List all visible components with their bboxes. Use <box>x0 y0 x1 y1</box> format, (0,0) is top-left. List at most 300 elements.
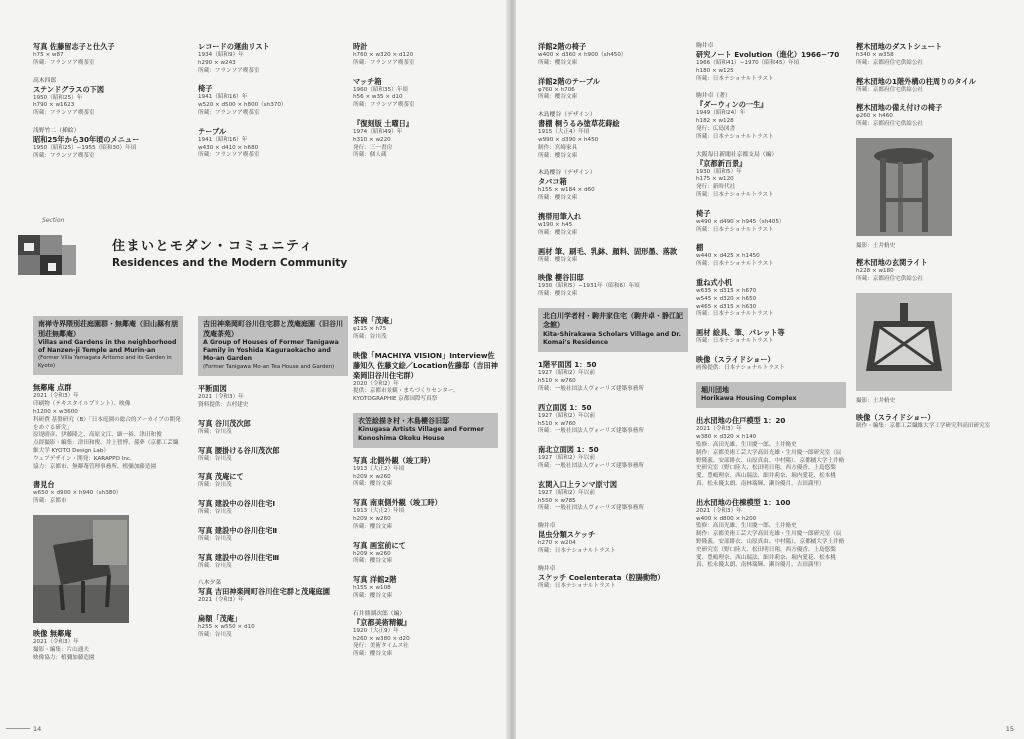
entry-title: マッチ箱 <box>353 76 382 86</box>
entry-title: レコードの運曲リスト <box>198 42 270 51</box>
entry-details <box>538 370 688 393</box>
entry-details <box>696 253 846 269</box>
entry-details <box>33 393 183 471</box>
entry-detail-line: 所蔵：一般社団法人ヴォーリズ建築事務所 <box>538 462 644 469</box>
entry-author: 八木夕菜 <box>198 580 222 587</box>
catalog-entry <box>353 541 498 567</box>
entry-details <box>696 365 846 373</box>
catalog-entry <box>538 77 688 103</box>
entry-title: 映像 櫻谷旧邸 <box>538 273 584 283</box>
entry-details <box>353 466 498 489</box>
catalog-entry <box>538 565 688 591</box>
entry-detail-line: h790 × w1623 <box>33 102 75 109</box>
entry-title: 研究ノート Evolution（進化）1966−'70 <box>696 50 840 59</box>
page-number-right: 15 <box>1005 725 1014 733</box>
catalog-entry <box>856 258 1006 284</box>
entry-title: 書見台 <box>33 480 55 490</box>
catalog-entry <box>33 127 173 161</box>
entry-detail-line: 所蔵：日本ナショナルトラスト <box>696 311 774 318</box>
entry-title: 玄関入口上ランマ原寸図 <box>538 479 618 489</box>
catalog-entry <box>353 42 493 68</box>
entry-detail-line: 2021（令和3）年 <box>33 393 79 400</box>
entry-detail-line: 所蔵：谷川茂 <box>198 455 232 462</box>
catalog-entry <box>696 42 846 83</box>
entry-detail-line: 所蔵：京都府住宅供給公社 <box>856 275 924 282</box>
entry-title: 椅子 <box>198 84 213 94</box>
box-title-en: A Group of Houses of Former Tanigawa Family in Yoshida Kaguraokacho and Mo-an Garden <box>203 339 339 363</box>
entry-detail-line: 1927（昭和2）年以前 <box>538 412 595 419</box>
entry-author: 木島櫻谷（デザイン） <box>538 170 596 177</box>
entry-title: 写真 画室前にて <box>353 540 406 550</box>
entry-title: 写真 吉田神楽岡町谷川住宅群と茂庵庭園 <box>198 587 330 597</box>
entry-detail-line: 所蔵：櫻谷文庫 <box>353 523 393 530</box>
entry-details <box>33 145 173 161</box>
catalog-entry <box>33 42 173 68</box>
entry-detail-line: 1927（昭和2）年以前 <box>538 489 595 496</box>
entry-title: 1階平面図 1：50 <box>538 360 597 370</box>
photo-built-in-chair <box>856 138 952 236</box>
entry-detail-line: 所蔵：谷川茂 <box>198 632 232 639</box>
subsection-box-nanzenji <box>33 316 183 375</box>
entry-details <box>538 455 688 471</box>
entry-title: 樫木団地のダストシュート <box>856 42 943 51</box>
entry-detail-line: φ260 × h460 <box>856 113 893 120</box>
entry-detail-line: 1974（昭和49）年 <box>353 128 403 135</box>
entry-title: 時計 <box>353 42 368 51</box>
entry-detail-line: h175 × w120 <box>696 176 734 183</box>
catalog-entry <box>538 42 688 68</box>
entry-detail-line: φ115 × h75 <box>353 326 387 332</box>
left-col3-top <box>353 42 493 169</box>
entry-detail-line: 発行：三一書房 <box>353 144 393 151</box>
box-title-en: Horikawa Housing Complex <box>701 395 797 403</box>
catalog-entry <box>353 610 498 659</box>
entry-detail-line: 1934（昭和9）年 <box>198 52 244 58</box>
section-title-ja: 住まいとモダン・コミュニティ <box>112 239 314 254</box>
entry-author: 高木四郎 <box>33 77 57 84</box>
entry-detail-line: 科研費 基盤研究（B）「日本庭園の総合的アーカイブの開発をめぐる研究」 <box>33 416 181 431</box>
entry-details <box>538 87 688 103</box>
entry-title: 画材 筆、刷毛、乳鉢、顔料、固形墨、落款 <box>538 246 678 256</box>
subsection-box-tanigawa <box>198 316 348 376</box>
entry-detail-line: w190 × h45 <box>538 221 573 228</box>
entry-detail-line: 発行：美術タイムス社 <box>353 643 409 650</box>
entry-detail-line: 所蔵：フランソア喫茶室 <box>353 102 415 109</box>
entry-author: 駒井卓（著） <box>696 93 731 100</box>
entry-title: 無鄰庵 点群 <box>33 383 72 393</box>
catalog-entry <box>198 499 348 517</box>
entry-detail-line: 所蔵：櫻谷文庫 <box>538 94 578 101</box>
entry-detail-line: 所蔵：櫻谷文庫 <box>538 256 578 263</box>
catalog-entry <box>198 553 348 571</box>
entry-detail-line: h550 × w785 <box>538 497 576 504</box>
entry-details <box>198 429 348 437</box>
box-subtitle-en: (Former Villa Yamagata Aritomo and its Garden in Kyoto) <box>38 355 172 369</box>
entry-detail-line: 制作・編集：京都工芸繊維大学工学研究科高田研究室 <box>856 422 991 429</box>
entry-details <box>33 52 173 68</box>
entry-detail-line: h290 × w243 <box>198 59 236 66</box>
entry-detail-line: w440 × d425 × h1450 <box>696 253 760 260</box>
photo-entrance-light <box>856 293 952 391</box>
catalog-entry <box>198 526 348 544</box>
box-title-en: Kinugasa Artists Village and Former Konoshima Okoku House <box>358 426 484 442</box>
entry-detail-line: 2021（令和3）年 <box>198 597 244 604</box>
entry-detail-line: w990 × d390 × h450 <box>538 136 599 143</box>
entry-detail-line: 2021（令和3）年 <box>696 426 742 433</box>
entry-details <box>856 268 1006 284</box>
catalog-entry <box>538 480 688 513</box>
entry-detail-line: 印刷物（テキスタイルプリント）、映像 <box>33 401 131 408</box>
left-col3-bottom <box>353 316 498 668</box>
entry-detail-line: h260 × w380 × d20 <box>353 635 410 642</box>
catalog-entry <box>696 151 846 200</box>
catalog-entry <box>353 456 498 489</box>
catalog-entry <box>856 77 1006 95</box>
entry-detail-line: 所蔵：櫻谷文庫 <box>353 481 393 488</box>
entry-title: 映像（スライドショー） <box>856 412 935 422</box>
entry-detail-line: 所蔵：フランソア喫茶室 <box>198 152 260 159</box>
entry-detail-line: 所蔵：櫻谷文庫 <box>538 195 578 202</box>
entry-detail-line: h1200 × w3600 <box>33 409 78 415</box>
entry-detail-line: 1913（大正2）年頃 <box>353 465 405 472</box>
right-page <box>516 0 1024 739</box>
entry-title: 映像 無鄰庵 <box>33 628 72 638</box>
entry-detail-line: h209 × w260 <box>353 473 391 480</box>
subsection-box-kinugasa <box>353 413 498 448</box>
entry-detail-line: 撮影・編集：片山通夫 <box>33 646 89 653</box>
entry-detail-line: 所蔵：日本ナショナルトラスト <box>696 191 774 198</box>
left-col2-top <box>198 42 338 169</box>
catalog-entry <box>198 42 338 75</box>
entry-detail-line: w380 × d320 × h140 <box>696 434 757 441</box>
entry-detail-line: 所蔵：日本ナショナルトラスト <box>696 75 774 82</box>
entry-title: 写真 南東側外観（竣工時） <box>353 498 442 508</box>
entry-details <box>696 426 846 488</box>
left-col1-bottom <box>33 316 183 671</box>
entry-detail-line: h510 × w760 <box>538 378 576 385</box>
entry-details <box>353 129 493 160</box>
catalog-entry <box>33 383 183 471</box>
box-title-ja: 堀川団地 <box>701 385 729 394</box>
entry-details <box>538 413 688 436</box>
entry-detail-line: h270 × w204 <box>538 540 576 547</box>
entry-detail-line: 所蔵：フランソア喫茶室 <box>33 110 95 117</box>
right-col3 <box>856 42 1006 439</box>
entry-detail-line: 点群撮影・編集：津田和俊、井上智博、孫夢（京都工芸繊維大学 KYOTO Design Lab） <box>33 440 179 454</box>
catalog-entry <box>198 84 338 117</box>
entry-details <box>856 423 1006 431</box>
catalog-entry <box>198 419 348 437</box>
entry-title: 樫木団地の1階外構の柱周りのタイル <box>856 76 976 86</box>
entry-detail-line: w650 × d900 × h940（sh380） <box>33 490 122 497</box>
entry-author: 浅野竹二（挿絵） <box>33 127 80 134</box>
entry-detail-line: 原堤晴彦、伊藤隆之、高原文江、細一裕、津田和俊 <box>33 432 162 439</box>
entry-detail-line: 1915（大正4）年頃 <box>538 129 590 136</box>
catalog-entry <box>696 498 846 570</box>
catalog-entry <box>198 472 348 490</box>
entry-detail-line: 制作：京都美術工芸大学高田光雄・生川慶一郎研究室（辰野隆義、安部緋衣、山原真由、中村陽）、京都橘大学土井脩史研究室（野口陸大、松田明日翔、西方優香、上島悠梨愛、豊嶋理奈、西山瑞法、細井莉奈、堀内愛花、松本桃真、松永優太朗、南林瑞輝、瀬谷優月、吉田満里） <box>696 531 845 569</box>
entry-author: 駒井卓 <box>696 43 714 49</box>
entry-details <box>33 639 183 662</box>
photo-caption: 撮影：土井脩史 <box>856 397 896 404</box>
entry-title: 『復刻版 土曜日』 <box>353 118 414 128</box>
entry-detail-line: 所蔵：谷川茂 <box>353 333 387 340</box>
entry-detail-line: w465 × d315 × h630 <box>696 303 757 310</box>
entry-detail-line: 所蔵：櫻谷文庫 <box>353 558 393 565</box>
box-subtitle-en: (Former Tanigawa Mo-an Tea House and Garden) <box>203 363 335 370</box>
entry-detail-line: 所蔵：谷川茂 <box>198 562 232 569</box>
entry-details <box>198 597 348 605</box>
entry-details <box>198 456 348 464</box>
catalog-entry <box>696 355 846 373</box>
entry-detail-line: h760 × w320 × d120 <box>353 52 414 58</box>
catalog-entry <box>353 316 498 342</box>
entry-detail-line: 1930（昭和5）年 <box>696 168 742 175</box>
entry-author: 駒井卓 <box>538 565 556 572</box>
entry-detail-line: 所蔵：日本ナショナルトラスト <box>696 338 774 345</box>
entry-title: 書棚 桐うるみ塗草花蒔絵 <box>538 119 620 129</box>
entry-detail-line: 映像協力：植彌加藤造園 <box>33 654 95 661</box>
catalog-entry <box>538 360 688 393</box>
entry-detail-line: 所蔵：日本ナショナルトラスト <box>538 582 616 589</box>
entry-title: 写真 佐藤留志子と仕久子 <box>33 42 115 51</box>
entry-details <box>856 52 1006 68</box>
entry-title: ステンドグラスの下図 <box>33 84 105 94</box>
left-col2-bottom <box>198 316 348 649</box>
entry-details <box>353 381 498 404</box>
entry-detail-line: 資料提供：吉村建史 <box>198 401 249 408</box>
entry-details <box>33 95 173 118</box>
entry-detail-line: 協力：京都市、無鄰菴管理事務所、植彌加藤造園 <box>33 463 157 470</box>
entry-detail-line: 制作：京都美術工芸大学高田光雄・生川慶一郎研究室（辰野隆義、安部緋衣、山原真由、中村陽）、京都橘大学土井脩史研究室（野口陸大、松田明日翔、西方優香、上島悠梨愛、豊嶋理奈、西山瑞法、細井莉奈、堀内愛花、松本桃真、松永優太朗、南林瑞輝、瀬谷優月、吉田満里） <box>696 449 845 488</box>
left-page <box>0 0 508 739</box>
entry-detail-line: 画像提供：日本ナショナルトラスト <box>696 364 785 371</box>
section-title-en: Residences and the Modern Community <box>112 257 348 269</box>
entry-details <box>538 129 688 160</box>
catalog-entry <box>198 384 348 410</box>
entry-title: 写真 腰掛ける谷川茂次郎 <box>198 445 280 455</box>
entry-detail-line: φ760 × h706 <box>538 86 575 93</box>
entry-title: 映像（スライドショー） <box>696 354 775 364</box>
entry-detail-line: 所蔵：谷川茂 <box>198 428 232 435</box>
catalog-entry <box>696 243 846 269</box>
entry-title: 樫木団地の備え付けの椅子 <box>856 103 943 113</box>
entry-detail-line: 所蔵：京都府住宅供給公社 <box>856 86 924 93</box>
box-title-en: Villas and Gardens in the neighborhood of Nanzen-ji Temple and Murin-an <box>38 339 177 355</box>
catalog-entry <box>696 416 846 488</box>
entry-title: 平断面図 <box>198 384 227 394</box>
subsection-box-horikawa <box>696 382 846 409</box>
catalog-entry <box>538 212 688 238</box>
photo-bookstand <box>33 515 129 623</box>
entry-detail-line: w430 × d410 × h680 <box>198 144 259 151</box>
entry-detail-line: h510 × w760 <box>538 420 576 427</box>
entry-details <box>353 326 498 342</box>
entry-title: 写真 建設中の谷川住宅Ⅲ <box>198 552 280 562</box>
photo-caption: 撮影：土井脩史 <box>856 242 896 249</box>
entry-title: 出水団地の住棟模型 1：100 <box>696 497 791 507</box>
catalog-entry <box>538 169 688 203</box>
entry-details <box>856 87 1006 95</box>
entry-details <box>198 52 338 75</box>
subsection-box-kitashirakawa <box>538 308 688 352</box>
entry-detail-line: h255 × w550 × d10 <box>198 624 255 631</box>
entry-detail-line: 所蔵：日本ナショナルトラスト <box>538 547 616 554</box>
entry-detail-line: 所蔵：一般社団法人ヴォーリズ建築事務所 <box>538 428 644 435</box>
entry-detail-line: 所蔵：谷川茂 <box>198 482 232 489</box>
entry-details <box>198 624 348 640</box>
entry-detail-line: h340 × w358 <box>856 52 894 58</box>
entry-detail-line: 監修：高田光雄、生川慶一郎、土井脩史 <box>696 523 797 530</box>
left-col1-top <box>33 42 173 170</box>
box-title-ja: 吉田神楽岡町谷川住宅群と茂庵庭園（旧谷川茂庵茶苑） <box>203 320 343 338</box>
entry-detail-line: w635 × d315 × h670 <box>696 287 757 294</box>
entry-detail-line: h228 × w180 <box>856 267 894 274</box>
entry-details <box>696 219 846 235</box>
catalog-entry <box>538 403 688 436</box>
entry-details <box>353 628 498 659</box>
entry-details <box>353 585 498 601</box>
entry-details <box>538 52 688 68</box>
catalog-entry <box>33 77 173 118</box>
entry-title: 写真 茂庵にて <box>198 472 244 482</box>
entry-detail-line: h209 × w260 <box>353 550 391 557</box>
catalog-entry <box>538 247 688 265</box>
section-heading <box>12 215 352 285</box>
entry-detail-line: 1941（昭和16）年 <box>198 136 248 143</box>
entry-title: 携帯用筆入れ <box>538 211 582 221</box>
section-label: Section <box>42 217 65 224</box>
entry-title: 『京都新百景』 <box>696 158 747 168</box>
entry-title: 棚 <box>696 243 704 253</box>
catalog-entry <box>696 209 846 235</box>
entry-author: 石井鼎湖次郎（編） <box>353 610 406 617</box>
entry-details <box>696 110 846 141</box>
entry-title: 南北立面図 1：50 <box>538 445 599 455</box>
entry-detail-line: h155 × w108 <box>353 585 391 592</box>
entry-detail-line: 所蔵：櫻谷文庫 <box>353 593 393 600</box>
entry-detail-line: 1927（昭和2）年以前 <box>538 455 595 462</box>
entry-details <box>538 257 688 265</box>
entry-detail-line: w400 × d360 × h900（sh450） <box>538 52 627 58</box>
entry-detail-line: 制作：宮崎家具 <box>538 144 578 151</box>
entry-detail-line: 1950（昭和25）−1955（昭和30）年頃 <box>33 144 137 151</box>
entry-detail-line: w400 × d800 × h200 <box>696 515 757 522</box>
box-title-ja: 北白川学者村・駒井家住宅（駒井卓・静江記念館） <box>543 311 683 330</box>
entry-detail-line: 所蔵：フランソア喫茶室 <box>353 59 415 66</box>
entry-author: 大阪毎日新聞社京都支局（編） <box>696 151 778 158</box>
entry-author: 駒井卓 <box>538 523 556 530</box>
entry-detail-line: h310 × w220 <box>353 136 391 143</box>
entry-detail-line: 監修：高田光雄、生川慶一郎、土井脩史 <box>696 442 797 449</box>
entry-detail-line: 2021（令和3）年 <box>696 507 742 514</box>
box-title-ja: 衣笠絵描き村・木島櫻谷旧邸 <box>358 416 449 425</box>
entry-title: 洋館2階のテーブル <box>538 76 600 86</box>
catalog-entry <box>353 351 498 404</box>
entry-detail-line: h182 × w128 <box>696 118 734 125</box>
entry-title: 椅子 <box>696 208 711 218</box>
entry-details <box>696 288 846 319</box>
entry-detail-line: 2021（令和3）年 <box>33 638 79 645</box>
entry-detail-line: 1927（昭和2）年以前 <box>538 370 595 377</box>
entry-detail-line: ウェブデザイン・開発：KARAPPO Inc. <box>33 455 132 462</box>
catalog-entry <box>353 119 493 160</box>
entry-detail-line: 所蔵：谷川茂 <box>198 509 232 516</box>
entry-detail-line: 所蔵：櫻谷文庫 <box>538 59 578 66</box>
entry-title: 写真 洋館2階 <box>353 575 397 585</box>
catalog-entry <box>856 413 1006 431</box>
entry-detail-line: 所蔵：フランソア喫茶室 <box>198 67 260 74</box>
entry-detail-line: 所蔵：櫻谷文庫 <box>538 229 578 236</box>
entry-details <box>856 113 1006 129</box>
box-title-en: Kita-Shirakawa Scholars Village and Dr. Komai's Residence <box>543 330 681 347</box>
entry-details <box>33 490 183 506</box>
entry-detail-line: 所蔵：櫻谷文庫 <box>538 152 578 159</box>
entry-detail-line: 所蔵：日本ナショナルトラスト <box>696 226 774 233</box>
entry-details <box>538 283 688 299</box>
entry-details <box>353 551 498 567</box>
entry-detail-line: w490 × d490 × h945（sh405） <box>696 218 785 225</box>
entry-detail-line: 1913（大正2）年頃 <box>353 508 405 515</box>
entry-detail-line: 発行：広島図書 <box>696 125 736 132</box>
entry-detail-line: 所蔵：個人蔵 <box>353 152 387 159</box>
entry-details <box>198 137 338 160</box>
catalog-entry <box>696 92 846 141</box>
entry-details <box>353 508 498 531</box>
entry-detail-line: 所蔵：フランソア喫茶室 <box>33 59 95 66</box>
catalog-entry <box>856 42 1006 68</box>
catalog-entry <box>538 273 688 299</box>
entry-title: 昆虫分類スケッチ <box>538 530 596 540</box>
entry-detail-line: h180 × w125 <box>696 67 734 74</box>
entry-detail-line: 2020（令和2）年 <box>353 380 399 387</box>
catalog-entry <box>353 575 498 601</box>
section-mark-icon <box>14 223 82 281</box>
entry-title: 画材 絵具、筆、パレット等 <box>696 328 785 338</box>
entry-title: 『ダーウィンの一生』 <box>696 100 768 110</box>
entry-details <box>198 94 338 117</box>
catalog-entry <box>538 111 688 160</box>
entry-detail-line: 所蔵：京都府住宅供給公社 <box>856 59 924 66</box>
entry-details <box>353 52 493 68</box>
entry-detail-line: 所蔵：日本ナショナルトラスト <box>696 133 774 140</box>
entry-detail-line: 2021（令和3）年 <box>198 394 244 401</box>
entry-detail-line: w520 × d500 × h800（sh370） <box>198 102 287 109</box>
entry-detail-line: 1920（大正9）年 <box>353 627 399 634</box>
entry-detail-line: 所蔵：一般社団法人ヴォーリズ建築事務所 <box>538 385 644 392</box>
entry-author: 木島櫻谷（デザイン） <box>538 112 596 119</box>
entry-details <box>538 187 688 203</box>
entry-title: 昭和25年から30年頃のメニュー <box>33 134 140 144</box>
entry-details <box>696 508 846 570</box>
catalog-entry <box>538 522 688 556</box>
entry-detail-line: 所蔵：フランソア喫茶室 <box>198 109 260 116</box>
entry-title: 洋館2階の椅子 <box>538 42 587 51</box>
catalog-entry <box>198 579 348 605</box>
page-number-left: 14 <box>33 725 42 733</box>
catalog-entry <box>198 446 348 464</box>
entry-detail-line: h56 × w35 × d10 <box>353 94 403 101</box>
entry-details <box>696 60 846 83</box>
entry-title: 扁額「茂庵」 <box>198 614 242 624</box>
entry-detail-line: 所蔵：一般社団法人ヴォーリズ建築事務所 <box>538 505 644 512</box>
catalog-entry <box>33 629 183 662</box>
entry-detail-line: h75 × w87 <box>33 52 64 58</box>
catalog-entry <box>198 127 338 160</box>
entry-detail-line: 所蔵：フランソア喫茶室 <box>33 152 95 159</box>
right-col1 <box>538 42 688 600</box>
entry-detail-line: 所蔵：京都府住宅供給公社 <box>856 121 924 128</box>
